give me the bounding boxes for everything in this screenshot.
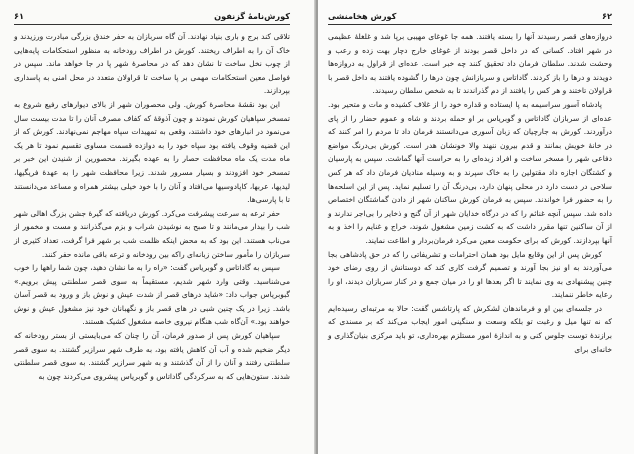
left-header-rule — [14, 24, 290, 25]
left-paragraph-4: سپس به گاداتاس و گوبریاس گفت: «راه را به ما نشان دهید، چون شما راهها را خوب می‌شناسید. وقتی وارد شهر شدیم، مستقیماً به سوی قصر سلطنتی پیش برویم.» گبوبریاس جواب داد: «شاید درهای قصر از شدت عیش و نوش باز و ورود به قصر آسان باشد. زیرا در یک چنین شبی در های قصر باز و نگهبانان خود نیز مشغول عیش و نوش خواهند بود.» آن‌گاه شب هنگام نیروی خاصه مشغول کشیک هستند. — [14, 263, 290, 327]
left-page-header — [14, 9, 290, 23]
left-page-number: ۶۱ — [14, 11, 24, 21]
left-paragraph-1: تلاقی کند برج و باری بنیاد نهادند. آن گاه سربازان به حفر خندق بزرگی مبادرت ورزیدند و خاک آن را به اطراف ریختند. کورش در اطراف رودخانه به منظور استحکامات پایه‌هایی از چوب نخل ساخت تا نشان دهد که در محاصرهٔ شهر پا در جا خواهد ماند. سپس در فواصل معین استحکامات مهمی بر پا ساخت تا قراولان متعدد در محل امنی به پاسداری بپردازند. — [14, 32, 290, 96]
right-page — [318, 0, 634, 454]
right-page-number: ۶۲ — [602, 11, 612, 21]
right-paragraph-4: در جلسه‌ای بین او و فرماندهان لشکرش که پارتاشس گفت: حالا به مرتبه‌ای رسیده‌ایم که نه تنها میل و رغبت تو بلکه وسعت و سنگینی امور ایجاب می‌کند که بر مسندی که برازندهٔ توست جلوس کنی و به اندازهٔ امور مستلزم بهره‌داری، تو باید مرکزی بنیان‌گذاری و خانه‌ای برای — [328, 303, 612, 354]
left-running-title: کورش‌نامهٔ گزنفون — [214, 11, 290, 21]
right-header-rule — [328, 24, 612, 25]
left-paragraph-3: حفر ترعه به سرعت پیشرفت می‌کرد. کورش دریافته که گیرهٔ جشن بزرگ اهالی شهر شب را بیدار می‌مانند و تا صبح به نوشیدن شراب و بزم می‌گذرانند و مست و مخمور از می‌ناب هستند. این بود که به محض اینکه ظلمت شب بر شهر فرا گرفت، تعداد کثیری از سربازان را مأمور ساختن زبانه‌ای راکه بین رودخانه و ترعه باقی مانده حفر کنند. — [14, 208, 290, 259]
right-paragraph-2: پادشاه آسور سراسیمه به پا ایستاده و قداره خود را از غلاف کشیده و مات و متحیر بود. عده‌ای از سربازان گاداتاس و گوبریاس بر او حمله بردند و شاه و عموم حضار را از پای درآوردند. کورش به جارچیان که زبان آسوری می‌دانستند فرمان داد تا مردم را امر کنند که در خانهٔ خویش بمانند و قدم بیرون ننهند والا خونشان هدر است. کورش بی‌درنگ مواضع دفاعی شهر را مسخر ساخت و افراد زبده‌ای را به حراست آنها گماشت. سپس به پارسیان و کشتگان اجازه داد مقتولین را به خاک سپرند و به وسیله منادیان فرمان داد که هر کس سلاحی در دست دارد در محلی پنهان دارد، بی‌درنگ آن را تسلیم نماید. پس از این اسلحه‌ها را به حضور فرا خواندند. سپس به فرمان کورش ساکنان شهر از دادن گماشتگان اختصاص داده شد. سپس آنچه غنائم را که در درگاه خدایان شهر از آن گنج و ذخایر را بی‌اجر ندارند و از آن ساکنین تنها مقرر داشت که به کشت زمین مشغول شوند، خراج و غنایم را اخذ و به آنها بپردازند. کورش که برای حکومت معین می‌کرد فرمان‌بردار و اطاعت نمایند. — [328, 99, 612, 245]
left-page-body — [14, 30, 290, 450]
left-page — [0, 0, 316, 454]
right-paragraph-3: کورش پس از این وقایع مایل بود همان احترامات و تشریفاتی را که در حق پادشاهی بجا می‌آوردند به او نیز بجا آورند و تصمیم گرفت کاری کند که دوستانش از روی رضای خود چنین پیشنهادی به وی نمایند تا اگر بعدها او را در میان جمع و در کنار سربازان دیدند، او را رعایه خاطر ننمایند. — [328, 249, 612, 300]
left-paragraph-5: سپاهیان کورش پس از صدور فرمان، آن را چنان که می‌بایستی از بستر رودخانه که دیگر ضخیم شده و آب آن کاهش یافته بود، به طرف شهر سرازیر گشتند. به سوی قصر سلطنتی رفتند و آنان را از آن گذشتند و به شهر سرازیر گشتند. به سوی قصر سلطنتی شدند. ستون‌هایی که به سرکردگی گاداتاس و گوبریاس پیشروی می‌کردند چون به — [14, 331, 290, 381]
right-running-title: کورش هخامنشی — [328, 11, 397, 21]
right-page-header — [328, 9, 612, 23]
left-paragraph-2: این بود نقشهٔ محاصرهٔ کورش. ولی محصوران شهر از بالای دیوارهای رفیع شروع به تمسخر سپاهیان کورش نمودند و چون آذوقهٔ که کفاف مصرف آنان را تا مدت بیست سال می‌نمود در انبارهای خود داشتند، وقعی به تمهیدات سپاه مهاجم نمی‌نهادند. کورش که از این قضیه وقوف یافته بود سپاه خود را به دوازده قسمت مساوی تقسیم نمود تا هر یک ماه مدت یک ماه محافظت حصار را به عهده بگیرند. محصورین از شنیدن این خبر بر تمسخر خود افزودند و بسیار مسرور شدند. زیرا محافظت شهر را به عهدهٔ فریگیها، لیدیها، عربها، کاپادوسیها می‌افتاد و آنان را با خود خیلی بیشتر همراه و مساعد می‌دانستند تا با پارسی‌ها. — [14, 99, 290, 205]
right-paragraph-1: دروازه‌های قصر رسیدند آنها را بسته یافتند. همه جا غوغای مهیبی برپا شد و غلغلهٔ عظیمی در شهر افتاد. کسانی که در داخل قصر بودند از غوغای خارج دچار بهت زده و رعب و وحشت شدند. سلطان فرمان داد تحقیق کنند چه خبر است. عده‌ای از قراول به دروازه‌ها دویدند و درها را باز کردند. گاداتاس و سربازانش چون درها را گشوده یافتند به داخل قصر با قراولان تاختند و هر کس را یافتند از دم گذراندند تا به شخص سلطان رسیدند. — [328, 32, 612, 96]
right-page-body — [328, 30, 612, 450]
